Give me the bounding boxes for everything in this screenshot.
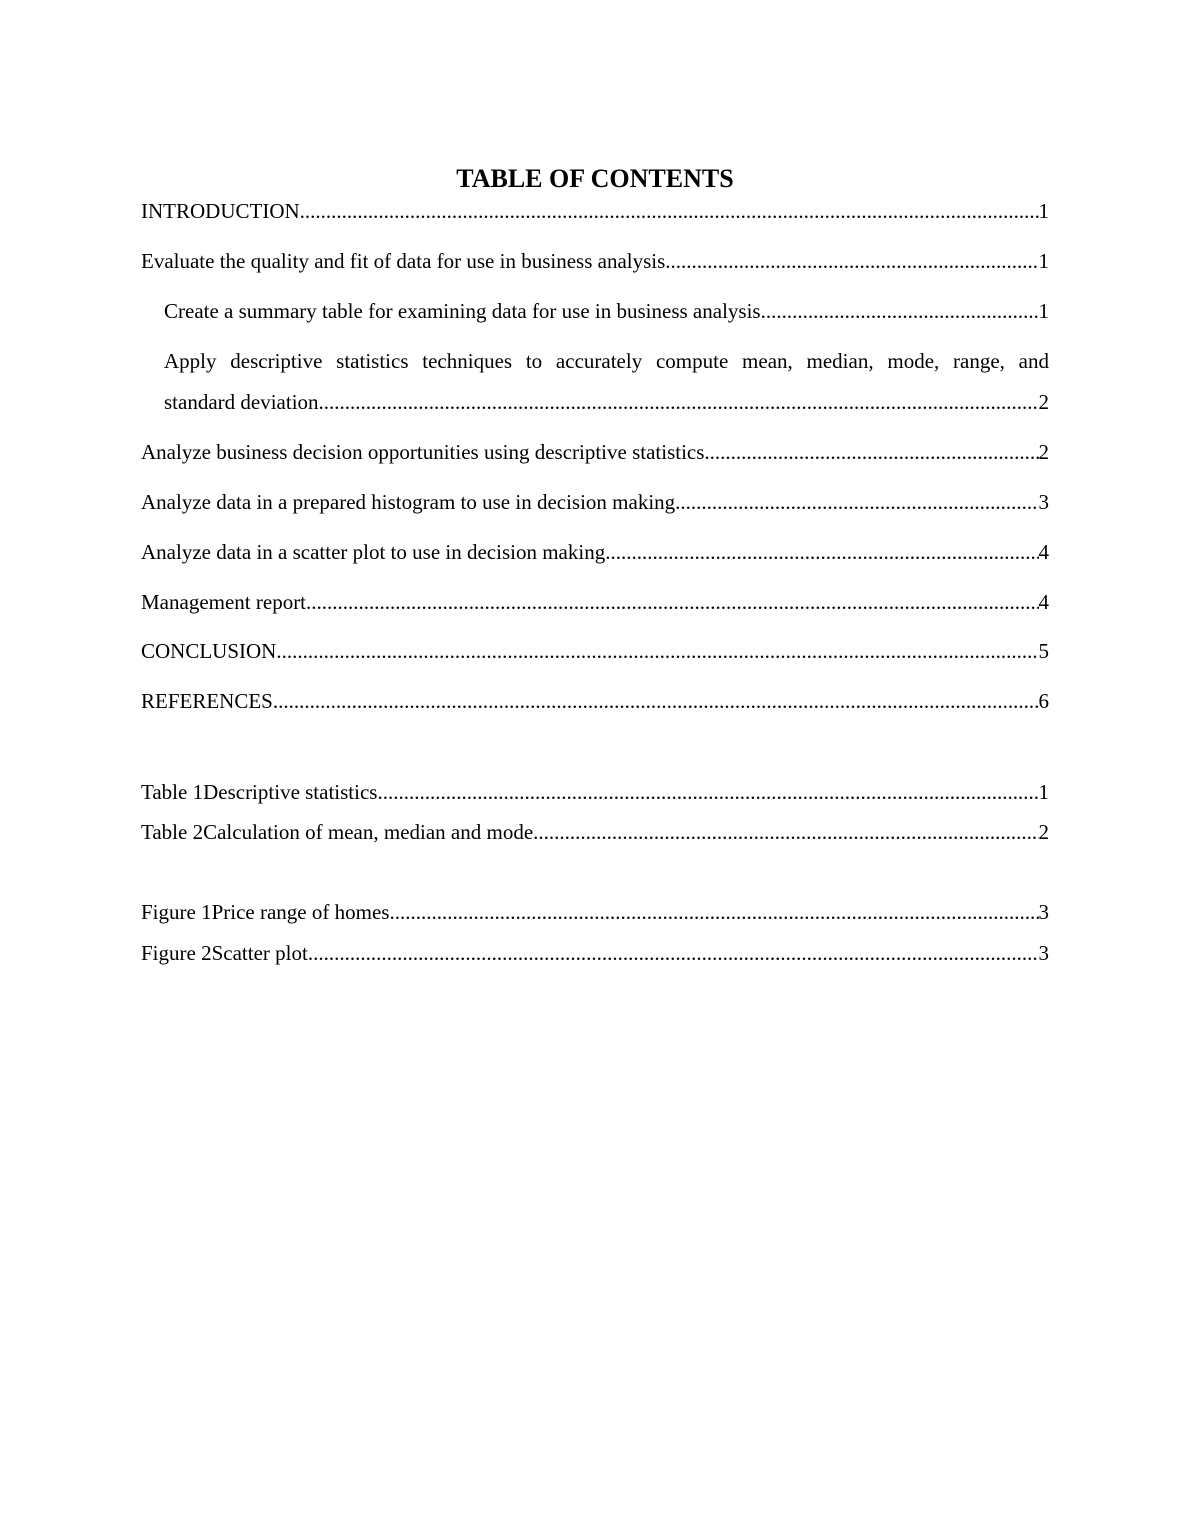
toc-page-number: 2 xyxy=(1038,390,1049,414)
toc-page-number: 1 xyxy=(1038,199,1049,223)
toc-entry-text: Analyze business decision opportunities using descriptive statistics xyxy=(141,440,705,464)
dot-leader xyxy=(273,688,1039,714)
toc-entry-text: Analyze data in a prepared histogram to use in decision making xyxy=(141,490,676,514)
toc-entry-descriptive-statistics[interactable] xyxy=(164,348,1049,415)
dot-leader xyxy=(605,539,1038,565)
dot-leader xyxy=(308,940,1039,966)
toc-entry-text: Management report xyxy=(141,590,307,614)
toc-entry-management-report[interactable] xyxy=(141,589,1049,615)
toc-entry-business-decision[interactable] xyxy=(141,439,1049,465)
toc-page-number: 3 xyxy=(1038,941,1049,965)
toc-page-number: 3 xyxy=(1038,900,1049,924)
toc-entry-text: Table 1Descriptive statistics xyxy=(141,780,378,804)
dot-leader xyxy=(665,248,1038,274)
dot-leader xyxy=(389,899,1038,925)
toc-page-number: 5 xyxy=(1038,639,1049,663)
dot-leader xyxy=(306,589,1038,615)
toc-entry-scatter-plot[interactable] xyxy=(141,539,1049,565)
toc-entry-conclusion[interactable] xyxy=(141,638,1049,664)
dot-leader xyxy=(300,198,1039,224)
toc-page-number: 3 xyxy=(1038,490,1049,514)
toc-entry-table-2[interactable] xyxy=(141,819,1049,845)
toc-page-number: 1 xyxy=(1038,780,1049,804)
toc-page-number: 1 xyxy=(1038,299,1049,323)
toc-entry-text: INTRODUCTION xyxy=(141,199,300,223)
dot-leader xyxy=(276,638,1038,664)
toc-entry-text: Table 2Calculation of mean, median and mode xyxy=(141,820,534,844)
dot-leader xyxy=(377,779,1038,805)
toc-page-number: 2 xyxy=(1038,820,1049,844)
toc-title: TABLE OF CONTENTS xyxy=(456,164,734,193)
toc-entry-table-1[interactable] xyxy=(141,779,1049,805)
toc-entry-text: Analyze data in a scatter plot to use in decision making xyxy=(141,540,606,564)
dot-leader xyxy=(319,389,1039,415)
dot-leader xyxy=(675,489,1038,515)
toc-page-number: 6 xyxy=(1038,689,1049,713)
toc-entry-histogram[interactable] xyxy=(141,489,1049,515)
toc-entry-figure-1[interactable] xyxy=(141,899,1049,925)
toc-entry-references[interactable] xyxy=(141,688,1049,714)
toc-entry-text: Figure 1Price range of homes xyxy=(141,900,390,924)
toc-entry-introduction[interactable] xyxy=(141,198,1049,224)
dot-leader xyxy=(704,439,1038,465)
toc-entry-figure-2[interactable] xyxy=(141,940,1049,966)
dot-leader xyxy=(761,298,1039,324)
toc-entry-text-line1: Apply descriptive statistics techniques to accurately compute mean, median, mode, range, and xyxy=(164,349,1049,373)
toc-page-number: 1 xyxy=(1038,249,1049,273)
toc-entry-text: Figure 2Scatter plot xyxy=(141,941,308,965)
toc-page-number: 4 xyxy=(1038,540,1049,564)
toc-entry-summary-table[interactable] xyxy=(164,298,1049,324)
toc-page-number: 2 xyxy=(1038,440,1049,464)
toc-entry-text: REFERENCES xyxy=(141,689,273,713)
toc-entry-text: Create a summary table for examining data for use in business analysis xyxy=(164,299,761,323)
toc-entry-evaluate-quality[interactable] xyxy=(141,248,1049,274)
toc-entry-text: Evaluate the quality and fit of data for use in business analysis xyxy=(141,249,666,273)
toc-entry-text-line2: standard deviation xyxy=(164,390,319,414)
toc-entry-text: CONCLUSION xyxy=(141,639,277,663)
dot-leader xyxy=(533,819,1038,845)
toc-page-number: 4 xyxy=(1038,590,1049,614)
